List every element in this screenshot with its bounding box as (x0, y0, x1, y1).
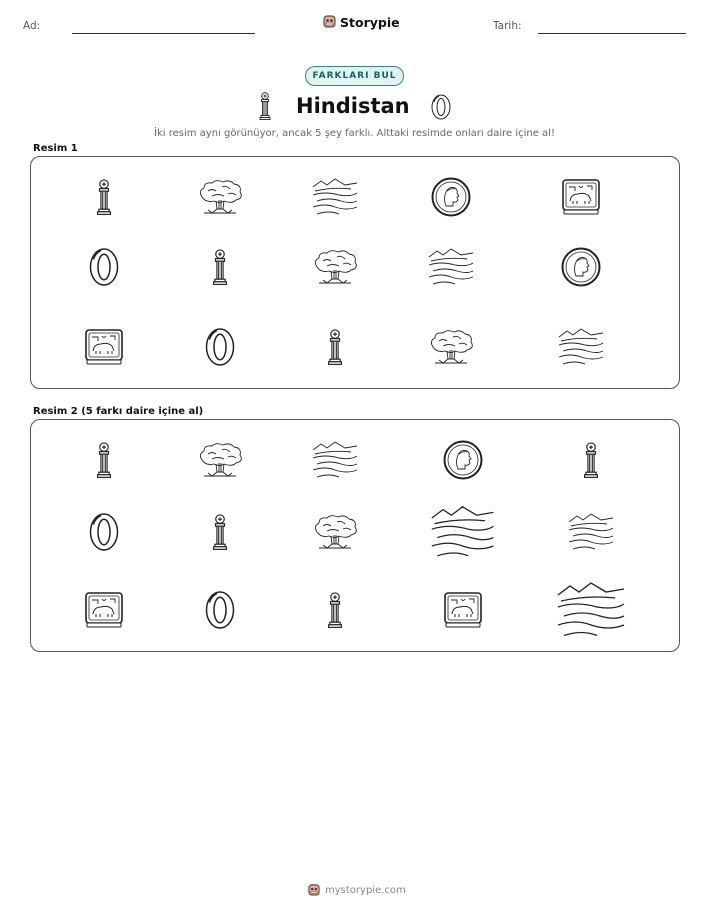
date-label: Tarih: (493, 20, 522, 32)
coin-icon (561, 247, 601, 287)
river-icon (427, 247, 475, 287)
page-title: Hindistan (296, 94, 410, 118)
date-field-line[interactable] (538, 33, 686, 34)
zero-icon[interactable] (205, 590, 235, 630)
coin-icon[interactable] (443, 440, 483, 480)
river-icon[interactable] (429, 504, 496, 560)
picture-1-label: Resim 1 (33, 143, 78, 154)
river-icon[interactable] (311, 440, 359, 480)
footer-url[interactable]: mystorypie.com (325, 885, 406, 896)
footer (308, 881, 406, 900)
zero-icon (89, 247, 119, 287)
activity-badge: FARKLARI BUL (305, 66, 404, 86)
pillar-icon (96, 179, 112, 215)
pillar-icon[interactable] (327, 592, 343, 628)
picture-2-label: Resim 2 (5 farkı daire içine al) (33, 406, 204, 417)
banyan-tree-icon (196, 179, 244, 215)
pillar-icon (327, 329, 343, 365)
banyan-tree-icon[interactable] (311, 514, 359, 550)
seal-tablet-icon[interactable] (84, 590, 124, 630)
instructions: İki resim aynı görünüyor, ancak 5 şey farklı. Alttaki resimde onları daire içine al! (154, 128, 555, 139)
seal-tablet-icon[interactable] (443, 590, 483, 630)
picture-1-panel (30, 156, 680, 389)
banyan-tree-icon[interactable] (196, 442, 244, 478)
river-icon[interactable] (555, 580, 627, 640)
name-field-line[interactable] (72, 33, 255, 34)
pillar-icon (212, 249, 228, 285)
pillar-icon[interactable] (96, 442, 112, 478)
river-icon[interactable] (567, 512, 615, 552)
pillar-icon[interactable] (583, 442, 599, 478)
pillar-icon (259, 92, 271, 124)
brand-logo (323, 13, 400, 32)
pillar-icon[interactable] (212, 514, 228, 550)
river-icon (311, 177, 359, 217)
river-icon (557, 327, 605, 367)
banyan-tree-icon (311, 249, 359, 285)
picture-2-panel[interactable] (30, 419, 680, 652)
storypie-mascot-icon (308, 881, 320, 900)
banyan-tree-icon (427, 329, 475, 365)
storypie-mascot-icon (323, 13, 336, 32)
seal-tablet-icon (84, 327, 124, 367)
seal-tablet-icon (561, 177, 601, 217)
coin-icon (431, 177, 471, 217)
zero-icon[interactable] (89, 512, 119, 552)
brand-name: Storypie (340, 15, 400, 30)
zero-icon (205, 327, 235, 367)
zero-icon (431, 94, 451, 124)
name-label: Ad: (23, 20, 41, 32)
